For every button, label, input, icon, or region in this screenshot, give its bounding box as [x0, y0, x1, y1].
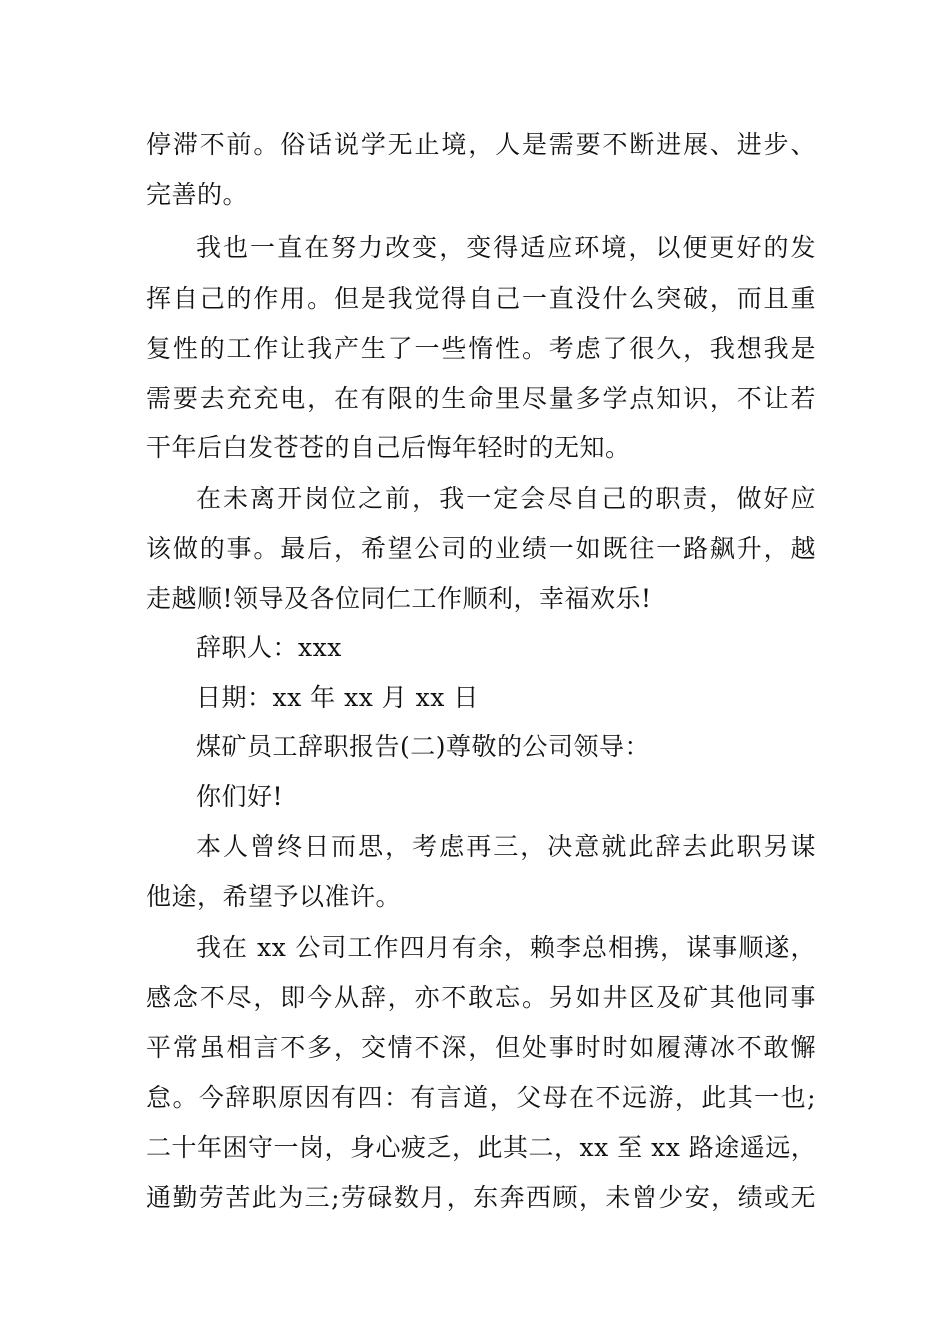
report-title-line: 煤矿员工辞职报告(二)尊敬的公司领导： [196, 732, 651, 761]
text-line: 停滞不前。俗话说学无止境，人是需要不断进展、进步、 [146, 130, 816, 159]
date-line: 日期：xx 年 xx 月 xx 日 [196, 683, 479, 712]
text-line: 平常虽相言不多，交情不深，但处事时时如履薄冰不敢懈 [146, 1033, 816, 1062]
paragraph-start-line: 我在 xx 公司工作四月有余，赖李总相携，谋事顺遂， [196, 933, 816, 962]
text-line: 该做的事。最后，希望公司的业绩一如既往一路飙升，越 [146, 534, 816, 563]
text-line: 感念不尽，即今从辞，亦不敢忘。另如井区及矿其他同事 [146, 983, 816, 1012]
resigner-line: 辞职人：xxx [196, 633, 342, 662]
text-line: 干年后白发苍苍的自己后悔年轻时的无知。 [146, 433, 631, 462]
text-line: 他途，希望予以准许。 [146, 882, 402, 911]
text-line: 二十年困守一岗，身心疲乏，此其二，xx 至 xx 路途遥远， [146, 1133, 817, 1162]
greeting-line: 你们好! [196, 782, 284, 811]
text-line: 挥自己的作用。但是我觉得自己一直没什么突破，而且重 [146, 284, 816, 313]
text-line: 需要去充充电，在有限的生命里尽量多学点知识，不让若 [146, 384, 816, 413]
text-line: 通勤劳苦此为三;劳碌数月，东奔西顾，未曾少安，绩或无 [146, 1183, 816, 1212]
paragraph-start-line: 在未离开岗位之前，我一定会尽自己的职责，做好应 [196, 484, 816, 513]
text-line: 怠。今辞职原因有四：有言道，父母在不远游，此其一也; [146, 1083, 816, 1112]
text-line: 完善的。 [146, 180, 249, 209]
text-line: 复性的工作让我产生了一些惰性。考虑了很久，我想我是 [146, 334, 816, 363]
text-line: 走越顺!领导及各位同仁工作顺利，幸福欢乐! [146, 584, 652, 613]
paragraph-start-line: 我也一直在努力改变，变得适应环境，以便更好的发 [196, 233, 816, 262]
paragraph-start-line: 本人曾终日而思，考虑再三，决意就此辞去此职另谋 [196, 832, 816, 861]
